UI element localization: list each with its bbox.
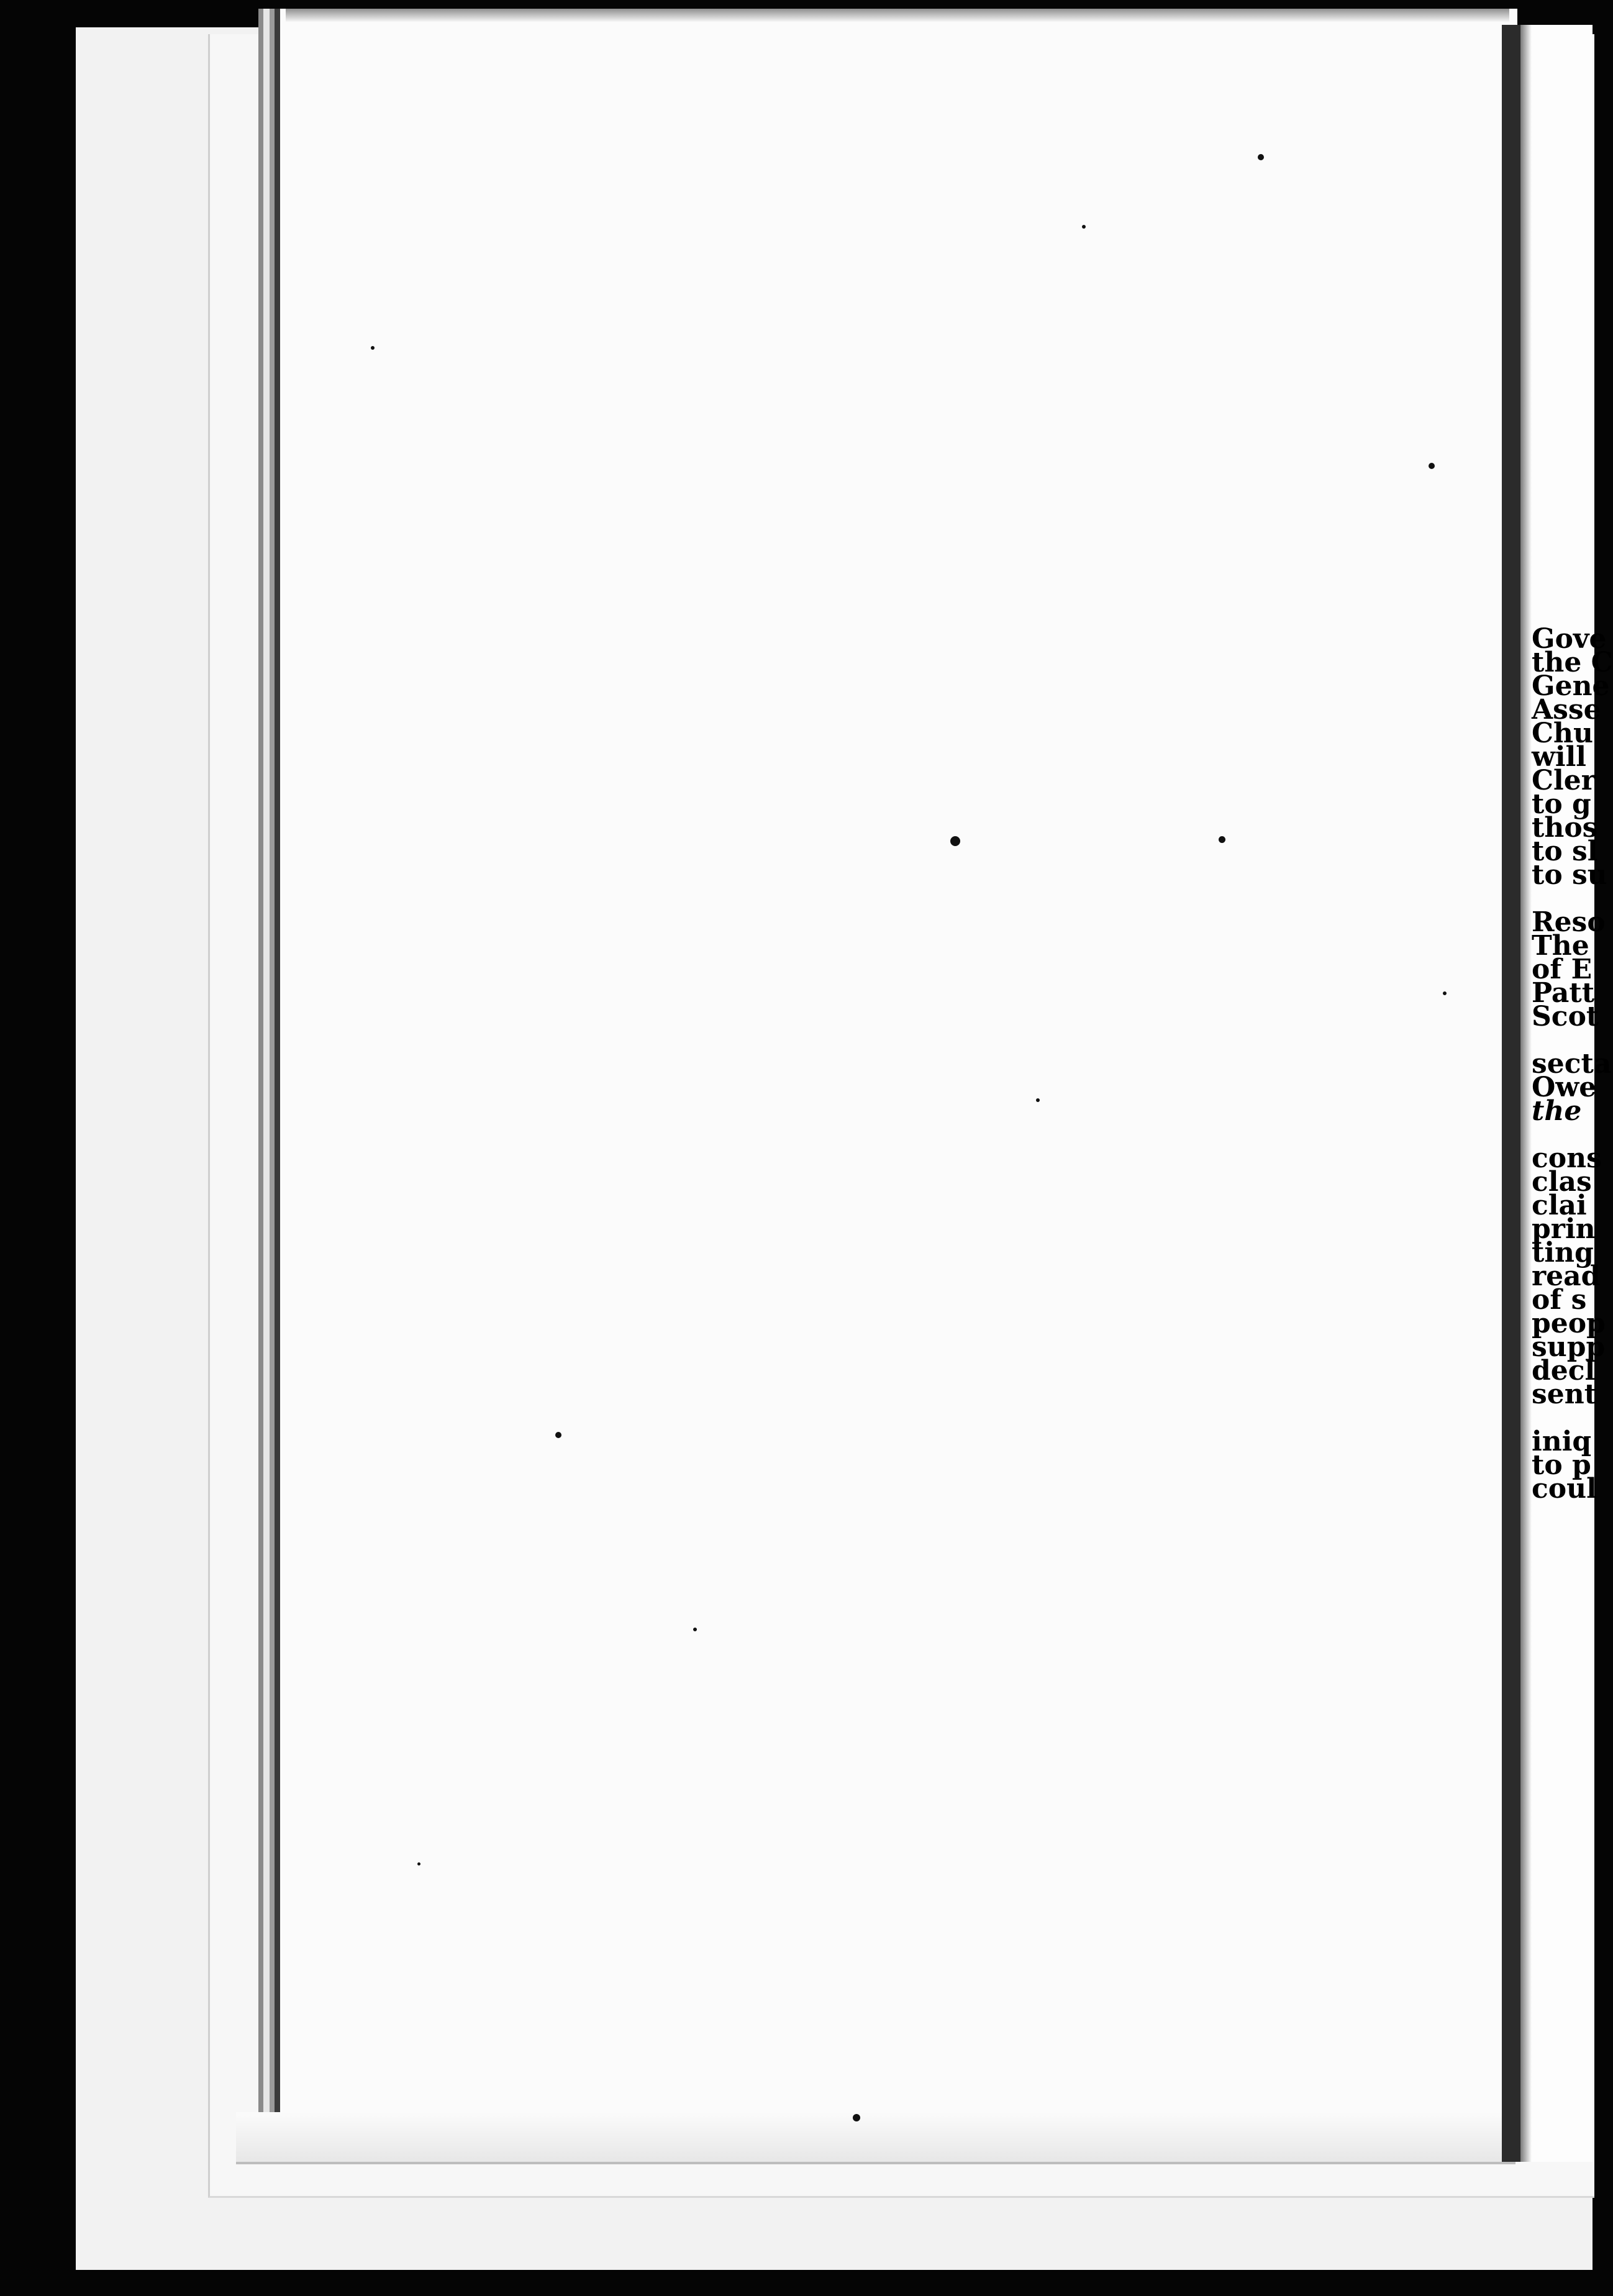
text-line: to su [1532,859,1607,891]
text-line: will [1532,741,1587,773]
ink-speck [693,1628,697,1631]
text-line: read [1532,1260,1601,1292]
text-line: Owe [1532,1072,1597,1103]
ink-speck [555,1432,561,1438]
text-line: secta [1532,1048,1612,1080]
text-line: to p [1532,1449,1591,1481]
ink-speck [1036,1098,1040,1102]
text-line: cons [1532,1142,1602,1174]
text-line: thos [1532,812,1598,844]
ink-speck [1082,225,1086,229]
ink-speck [950,836,960,846]
text-line: the C [1532,647,1613,678]
text-line: Gene [1532,670,1610,702]
text-line: coul [1532,1473,1597,1505]
ink-speck [1219,836,1225,843]
gutter-shadow [1520,25,1532,2162]
text-line: clai [1532,1190,1587,1221]
ink-speck [417,1862,420,1866]
text-line: the [1532,1095,1582,1127]
ink-speck [1429,463,1435,469]
page-bottom-edge [236,2112,1515,2164]
text-line: to sl [1532,836,1598,867]
text-line: clas [1532,1166,1592,1198]
text-line: Asse [1532,694,1601,726]
text-line: iniq [1532,1426,1592,1457]
text-line: supp [1532,1331,1606,1363]
ink-speck [853,2114,860,2121]
text-line: sent [1532,1378,1597,1410]
right-page-text [1532,623,1613,1505]
binding-gutter [1502,25,1520,2162]
text-line: of s [1532,1284,1587,1316]
text-line: The [1532,930,1589,962]
page-top-shadow [286,9,1509,22]
text-line: to g [1532,788,1591,820]
ink-speck [1258,154,1264,160]
text-line: ting [1532,1237,1594,1269]
ink-speck [1443,991,1447,995]
text-line: Reso [1532,906,1606,938]
text-line: Chu [1532,718,1593,749]
text-line: Cler [1532,765,1596,796]
text-line: peop [1532,1308,1606,1339]
text-line: of E [1532,954,1593,985]
text-line: Gove [1532,623,1607,655]
text-line: Scot [1532,1001,1599,1032]
text-line: Patt [1532,977,1595,1009]
ink-speck [371,346,375,350]
text-line: prin [1532,1213,1596,1245]
text-line: decl [1532,1355,1596,1387]
blank-left-page [275,9,1517,2155]
